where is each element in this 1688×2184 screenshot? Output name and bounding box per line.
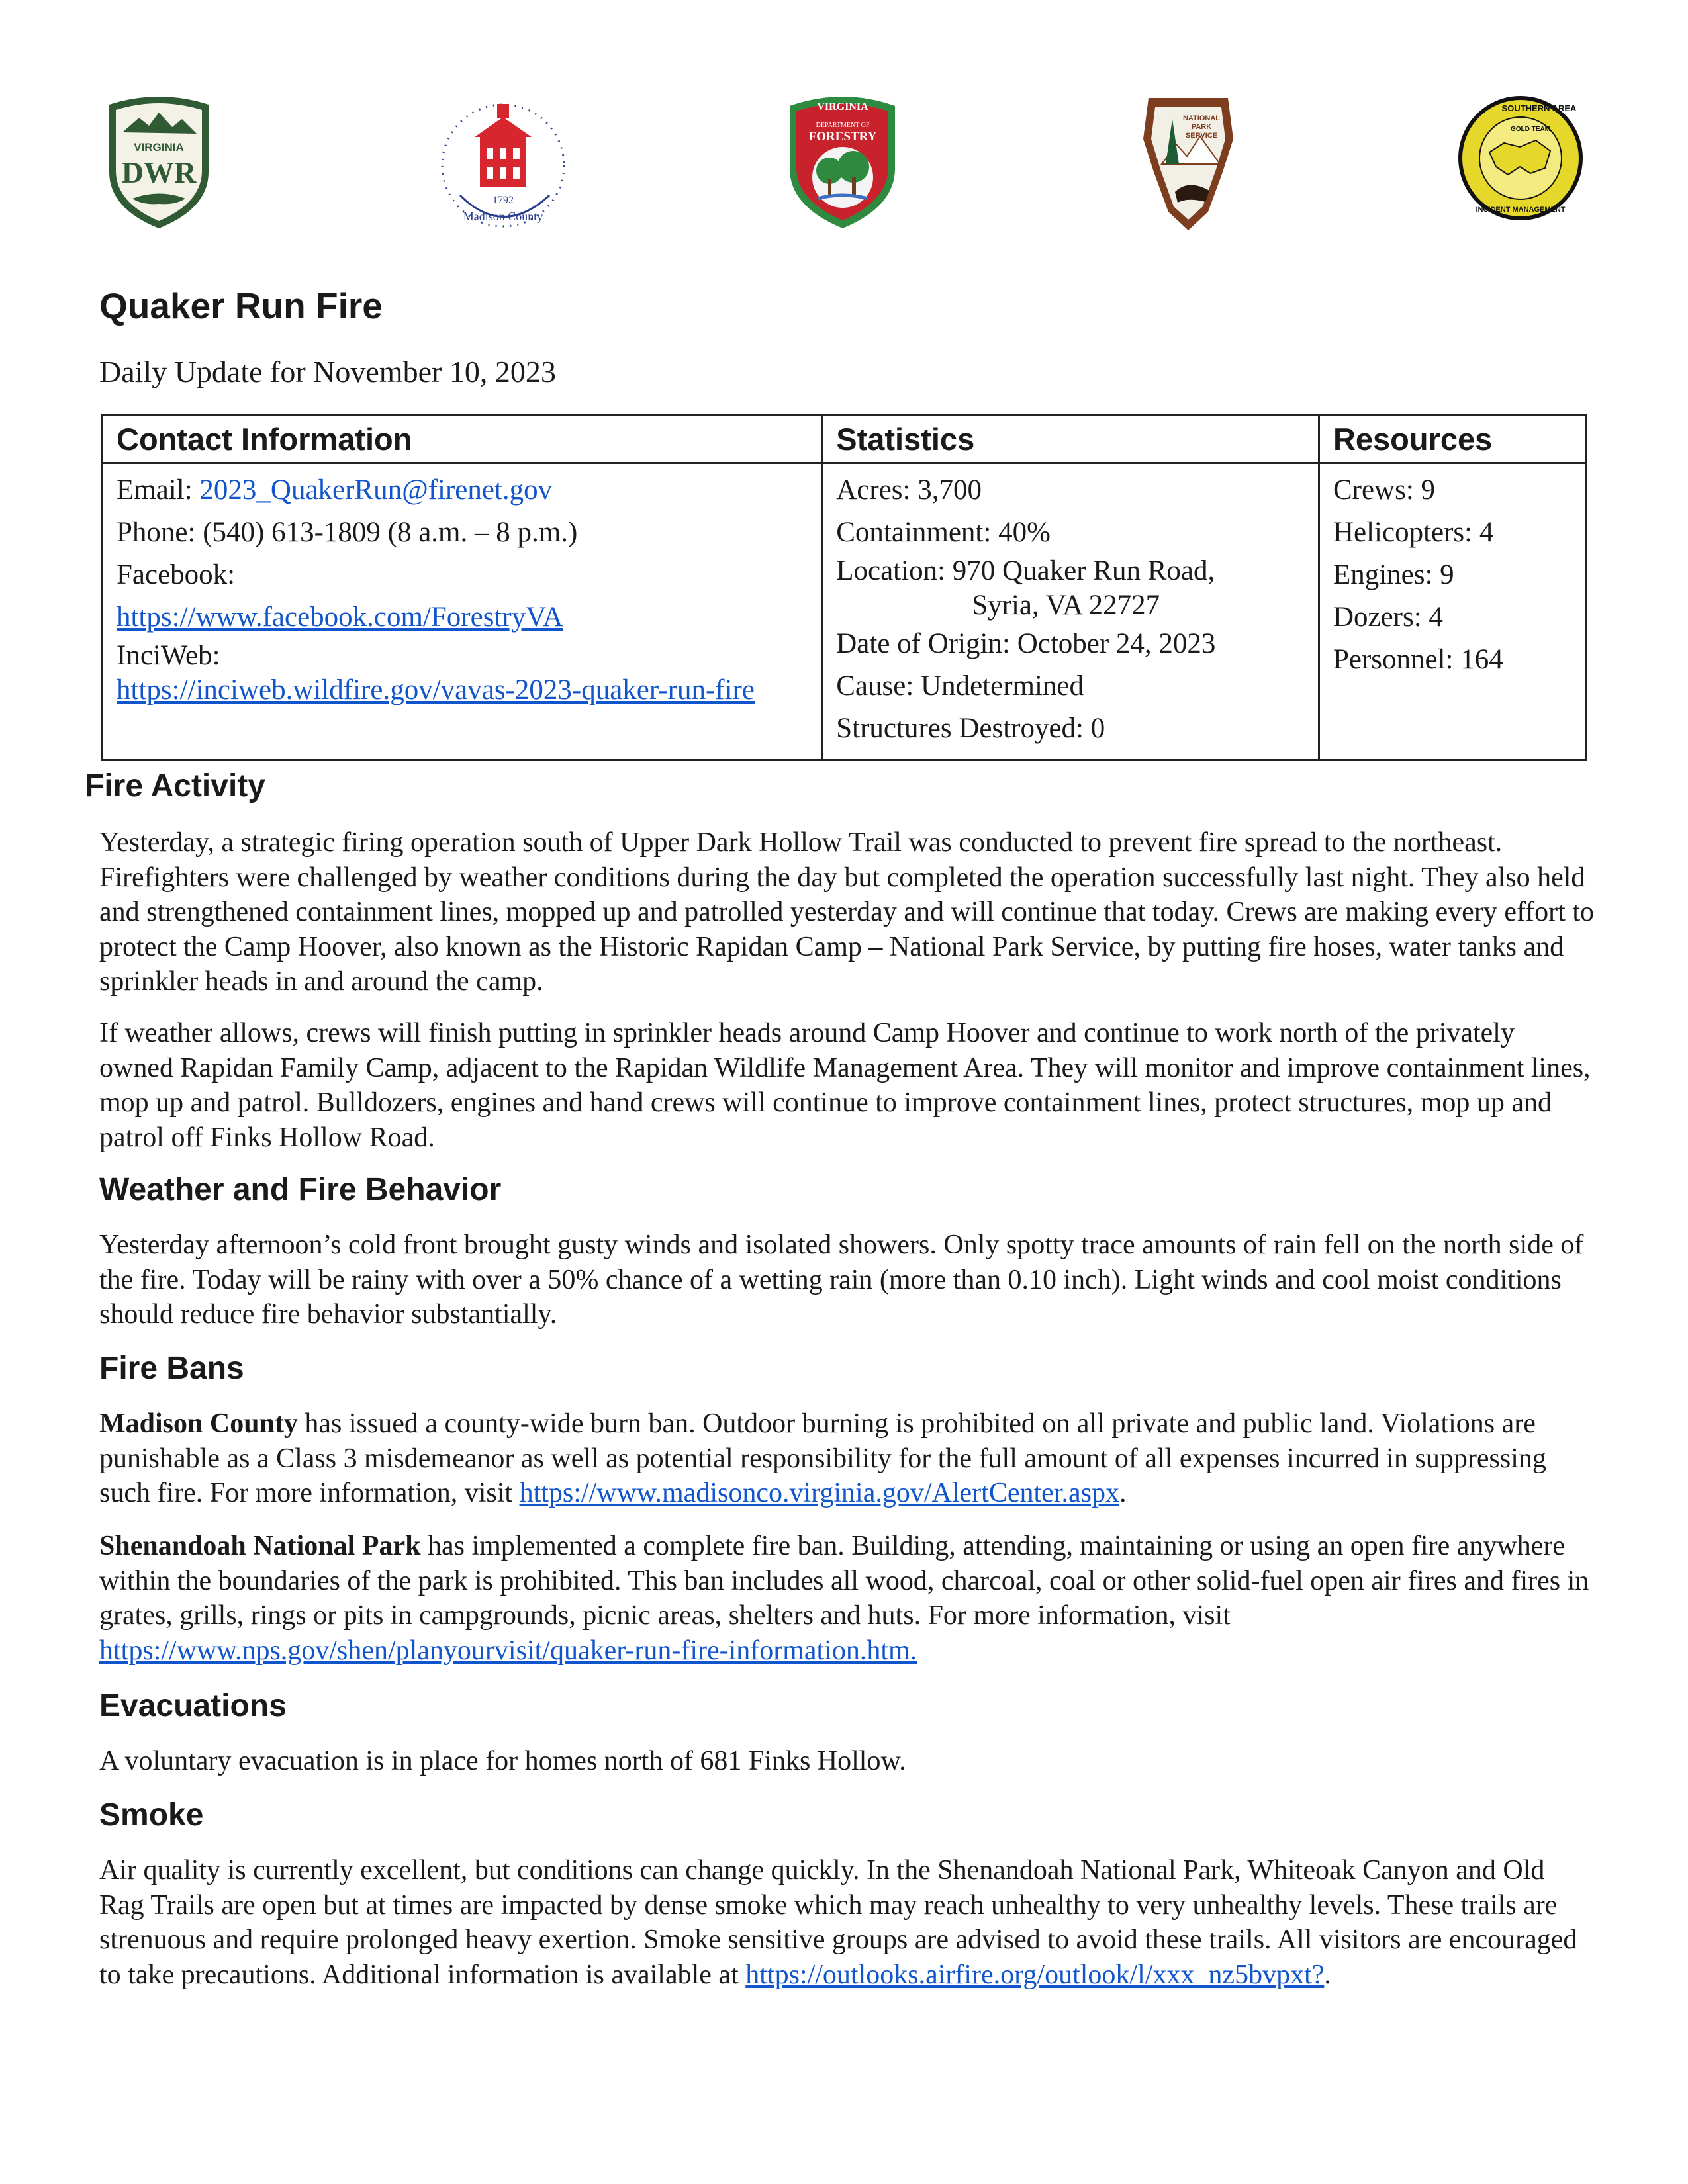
smoke-heading: Smoke	[99, 1797, 204, 1833]
weather-paragraph: Yesterday afternoon’s cold front brought gusty winds and isolated showers. Only spotty trace amounts of rain fell on the north side of the fire. Today will be rainy with over a 50% chance of a wetting rain (more than 0.10 inch). Light winds and cool moist conditions should reduce fire behavior substantially.	[99, 1230, 1584, 1330]
nps-text-1: NATIONAL	[1182, 114, 1221, 122]
dozers-resource: Dozers: 4	[1333, 602, 1443, 633]
madison-name-text: Madison County	[463, 210, 543, 223]
contact-header: Contact Information	[103, 415, 822, 463]
evacuations-heading: Evacuations	[99, 1688, 287, 1723]
statistics-cell	[822, 463, 1319, 760]
madison-ban-text: has issued a county-wide burn ban. Outdoor burning is prohibited on all private and public land. Violations are punishable as a Class 3 misdemeanor as well as potential responsibility for the full amount of all expenses incurred in suppressing such fire. For more information, visit	[99, 1408, 1546, 1508]
info-table	[101, 414, 1587, 761]
nps-text-3: SERVICE	[1185, 132, 1218, 140]
southern-top-text: SOUTHERN AREA	[1501, 103, 1577, 113]
southern-area-gold-team-logo	[1456, 94, 1585, 223]
personnel-resource: Personnel: 164	[1333, 644, 1503, 675]
phone-line: Phone: (540) 613-1809 (8 a.m. – 8 p.m.)	[117, 517, 578, 548]
cause-stat: Cause: Undetermined	[836, 670, 1084, 702]
smoke-text: Air quality is currently excellent, but conditions can change quickly. In the Shenandoah National Park, Whiteoak Canyon and Old Rag Trails are open but at times are impacted by dense smoke which may reach unhealthy to very unhealthy levels. These trails are strenuous and require prolonged heavy exertion. Smoke sensitive groups are advised to avoid these trails. All visitors are encouraged to take precautions. Additional information is available at	[99, 1855, 1577, 1990]
facebook-label: Facebook:	[117, 559, 236, 590]
engines-resource: Engines: 9	[1333, 559, 1454, 590]
resources-header: Resources	[1319, 415, 1585, 463]
shenandoah-ban-text: has implemented a complete fire ban. Building, attending, maintaining or using an open fire anywhere within the boundaries of the park is prohibited. This ban includes all wood, charcoal, coal or other solid-fuel open air fires and fires in grates, grills, rings or pits in campgrounds, picnic areas, shelters and huts. For more information, visit	[99, 1531, 1589, 1631]
info-table-body-row	[103, 463, 1586, 760]
southern-bottom-text: INCIDENT MANAGEMENT	[1476, 206, 1566, 214]
helicopters-resource: Helicopters: 4	[1333, 517, 1494, 548]
containment-stat: Containment: 40%	[836, 517, 1051, 548]
page-subtitle: Daily Update for November 10, 2023	[99, 355, 556, 388]
fire-activity-paragraph-2: If weather allows, crews will finish putting in sprinkler heads around Camp Hoover and continue to work north of the privately owned Rapidan Family Camp, adjacent to the Rapidan Wildlife Management Area. They will monitor and improve containment lines, mop up and patrol. Bulldozers, engines and hand crews will continue to improve containment lines, protect structures, mop up and patrol off Finks Hollow Road.	[99, 1018, 1591, 1153]
email-label: Email:	[117, 475, 200, 506]
crews-resource: Crews: 9	[1333, 475, 1436, 506]
email-line	[117, 469, 808, 512]
structures-stat: Structures Destroyed: 0	[836, 713, 1105, 744]
evacuations-paragraph: A voluntary evacuation is in place for homes north of 681 Finks Hollow.	[99, 1746, 906, 1776]
contact-cell	[103, 463, 822, 760]
acres-stat: Acres: 3,700	[836, 475, 982, 506]
stats-header: Statistics	[822, 415, 1319, 463]
facebook-link[interactable]: https://www.facebook.com/ForestryVA	[117, 602, 563, 633]
dwr-top-text: VIRGINIA	[134, 141, 184, 154]
madison-county-label: Madison County	[99, 1408, 298, 1439]
location-stat: Location: 970 Quaker Run Road,	[836, 555, 1215, 586]
info-table-header-row	[103, 415, 1586, 463]
airfire-link[interactable]: https://outlooks.airfire.org/outlook/l/xxx_nz5bvpxt?	[745, 1959, 1325, 1990]
inciweb-link[interactable]: https://inciweb.wildfire.gov/vavas-2023-quaker-run-fire	[117, 674, 755, 705]
virginia-dwr-logo	[103, 93, 215, 232]
page-title: Quaker Run Fire	[99, 285, 383, 326]
smoke-end: .	[1324, 1959, 1331, 1990]
shenandoah-ban-paragraph	[99, 1529, 1595, 1668]
madison-year-text: 1792	[492, 195, 514, 206]
madison-ban-end: .	[1119, 1478, 1127, 1508]
national-park-service-logo	[1135, 93, 1241, 232]
forestry-top-text: VIRGINIA	[817, 101, 868, 113]
shenandoah-label: Shenandoah National Park	[99, 1531, 421, 1561]
fire-activity-heading: Fire Activity	[85, 768, 265, 803]
madison-county-seal	[434, 96, 573, 235]
madison-ban-paragraph	[99, 1406, 1595, 1511]
location-stat-line-2: Syria, VA 22727	[972, 590, 1160, 621]
email-link[interactable]: 2023_QuakerRun@firenet.gov	[199, 475, 553, 506]
inciweb-label: InciWeb:	[117, 640, 220, 671]
dwr-main-text: DWR	[121, 156, 197, 189]
forestry-dept-text: DEPARTMENT OF	[816, 122, 870, 129]
origin-stat: Date of Origin: October 24, 2023	[836, 628, 1216, 659]
nps-text-2: PARK	[1191, 123, 1212, 131]
virginia-forestry-logo	[784, 93, 900, 232]
nps-info-link[interactable]: https://www.nps.gov/shen/planyourvisit/quaker-run-fire-information.htm.	[99, 1635, 917, 1666]
resources-cell	[1319, 463, 1585, 760]
fire-activity-paragraph-1: Yesterday, a strategic firing operation south of Upper Dark Hollow Trail was conducted to prevent fire spread to the northeast. Firefighters were challenged by weather conditions during the day but completed the operation successfully last night. They also held and strengthened containment lines, mopped up and patrolled yesterday and will continue that today. Crews are making every effort to protect the Camp Hoover, also known as the Historic Rapidan Camp – National Park Service, by putting fire hoses, water tanks and sprinkler heads in and around the camp.	[99, 827, 1594, 997]
logo-row	[0, 93, 1688, 245]
weather-heading: Weather and Fire Behavior	[99, 1172, 502, 1207]
madison-alert-link[interactable]: https://www.madisonco.virginia.gov/AlertCenter.aspx	[519, 1478, 1119, 1508]
forestry-name-text: FORESTRY	[808, 130, 877, 144]
smoke-paragraph	[99, 1853, 1595, 1992]
fire-bans-heading: Fire Bans	[99, 1351, 244, 1386]
southern-team-text: GOLD TEAM	[1511, 126, 1550, 133]
